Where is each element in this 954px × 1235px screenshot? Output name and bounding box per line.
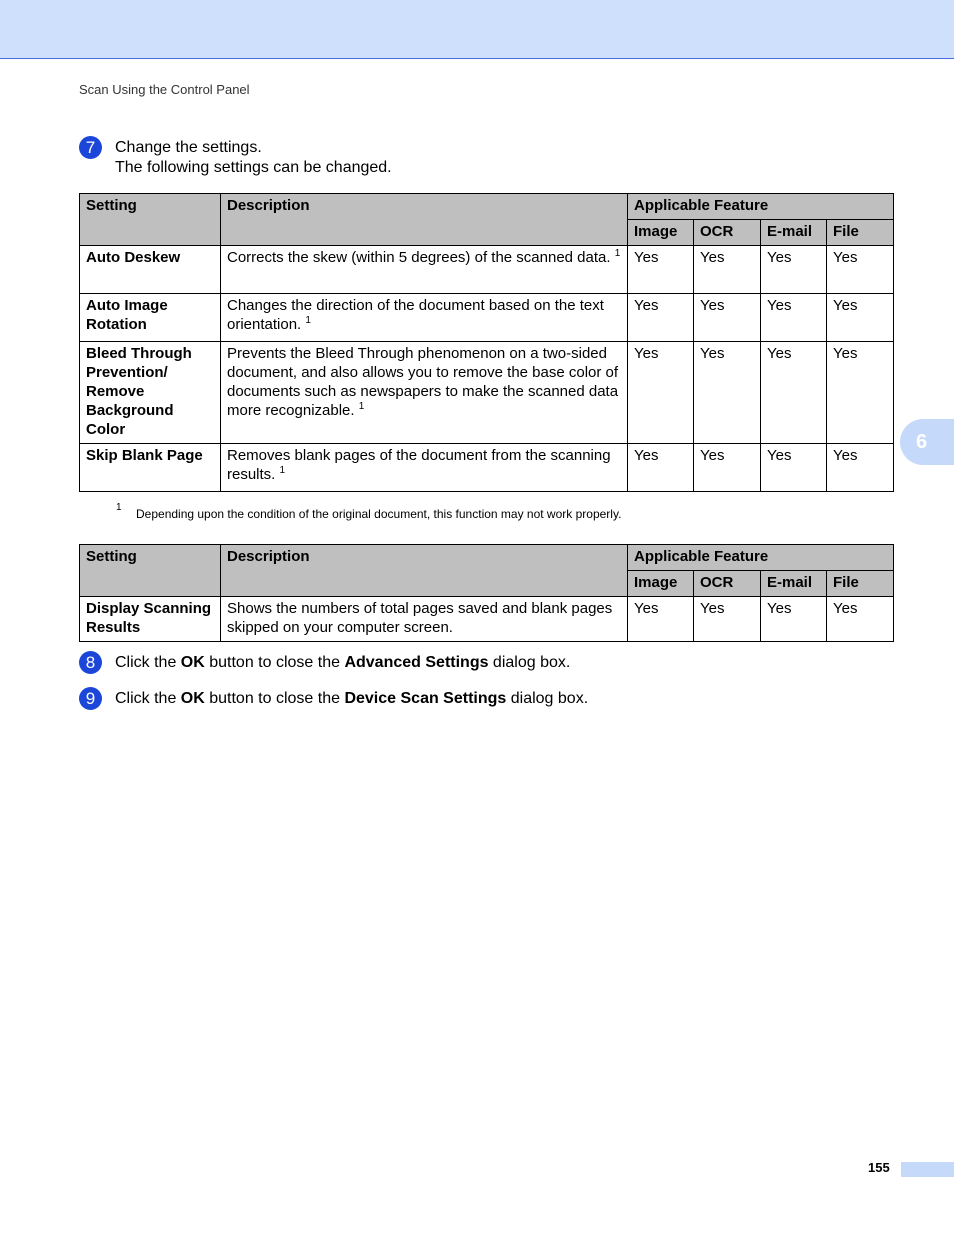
header-email: E-mail <box>761 220 827 246</box>
file-cell: Yes <box>827 444 894 492</box>
email-cell: Yes <box>761 597 827 642</box>
header-file: File <box>827 571 894 597</box>
table-row <box>80 246 894 294</box>
header-file: File <box>827 220 894 246</box>
footnote-mark: 1 <box>116 502 122 513</box>
settings-table-2 <box>79 544 894 642</box>
table-row <box>80 342 894 444</box>
device-scan-settings-ref: Device Scan Settings <box>344 690 507 707</box>
header-description: Description <box>221 545 628 597</box>
step-number-badge: 8 <box>79 651 102 674</box>
setting-description <box>221 342 628 444</box>
header-ocr: OCR <box>694 571 761 597</box>
header-image: Image <box>628 571 694 597</box>
settings-table <box>79 193 894 492</box>
header-image: Image <box>628 220 694 246</box>
header-setting: Setting <box>80 545 221 597</box>
file-cell: Yes <box>827 294 894 342</box>
footnote-ref: 1 <box>305 315 311 326</box>
description-text: Prevents the Bleed Through phenomenon on a two-sided document, and also allows you to remove the base color of documents such as newspapers to make the scanned data more recognizable. <box>227 345 619 419</box>
email-cell: Yes <box>761 246 827 294</box>
description-text: Changes the direction of the document based on the text orientation. <box>227 297 604 333</box>
description-text: Removes blank pages of the document from the scanning results. <box>227 447 611 483</box>
page-number-bar <box>901 1162 954 1177</box>
image-cell: Yes <box>628 342 694 444</box>
image-cell: Yes <box>628 246 694 294</box>
ocr-cell: Yes <box>694 294 761 342</box>
step-9-text: Click the OK button to close the Device Scan Settings dialog box. <box>115 690 589 707</box>
header-applicable-feature: Applicable Feature <box>628 194 894 220</box>
step-number-badge: 9 <box>79 687 102 710</box>
chapter-tab: 6 <box>900 419 954 465</box>
email-cell: Yes <box>761 294 827 342</box>
page-number: 155 <box>868 1160 890 1175</box>
ocr-cell: Yes <box>694 342 761 444</box>
footnote-ref: 1 <box>358 401 365 412</box>
setting-name: Display Scanning Results <box>80 597 221 642</box>
ocr-cell: Yes <box>694 246 761 294</box>
table-row <box>80 444 894 492</box>
step-7-line-1: Change the settings. <box>115 139 262 156</box>
setting-name: Auto Image Rotation <box>80 294 221 342</box>
image-cell: Yes <box>628 444 694 492</box>
header-description: Description <box>221 194 628 246</box>
footnote-text: Depending upon the condition of the original document, this function may not work properly. <box>136 507 622 521</box>
header-email: E-mail <box>761 571 827 597</box>
table-row <box>80 294 894 342</box>
ocr-cell: Yes <box>694 597 761 642</box>
email-cell: Yes <box>761 342 827 444</box>
email-cell: Yes <box>761 444 827 492</box>
top-header-band <box>0 0 954 59</box>
image-cell: Yes <box>628 597 694 642</box>
setting-name: Bleed Through Prevention/ Remove Background Color <box>80 342 221 444</box>
step-7-line-2: The following settings can be changed. <box>115 159 392 176</box>
ok-button-ref: OK <box>180 654 205 671</box>
setting-name: Auto Deskew <box>80 246 221 294</box>
footnote-ref: 1 <box>279 465 286 476</box>
table-row <box>80 597 894 642</box>
running-header: Scan Using the Control Panel <box>79 82 250 97</box>
setting-description <box>221 246 628 294</box>
setting-description: Shows the numbers of total pages saved and blank pages skipped on your computer screen. <box>221 597 628 642</box>
header-ocr: OCR <box>694 220 761 246</box>
image-cell: Yes <box>628 294 694 342</box>
file-cell: Yes <box>827 597 894 642</box>
step-number-badge: 7 <box>79 136 102 159</box>
ocr-cell: Yes <box>694 444 761 492</box>
footnote-ref: 1 <box>614 248 621 259</box>
file-cell: Yes <box>827 342 894 444</box>
setting-name: Skip Blank Page <box>80 444 221 492</box>
header-applicable-feature: Applicable Feature <box>628 545 894 571</box>
description-text: Corrects the skew (within 5 degrees) of the scanned data. <box>227 249 611 266</box>
ok-button-ref: OK <box>180 690 205 707</box>
setting-description <box>221 294 628 342</box>
step-8-text: Click the OK button to close the Advanced Settings dialog box. <box>115 654 571 671</box>
header-setting: Setting <box>80 194 221 246</box>
file-cell: Yes <box>827 246 894 294</box>
setting-description <box>221 444 628 492</box>
advanced-settings-ref: Advanced Settings <box>344 654 489 671</box>
